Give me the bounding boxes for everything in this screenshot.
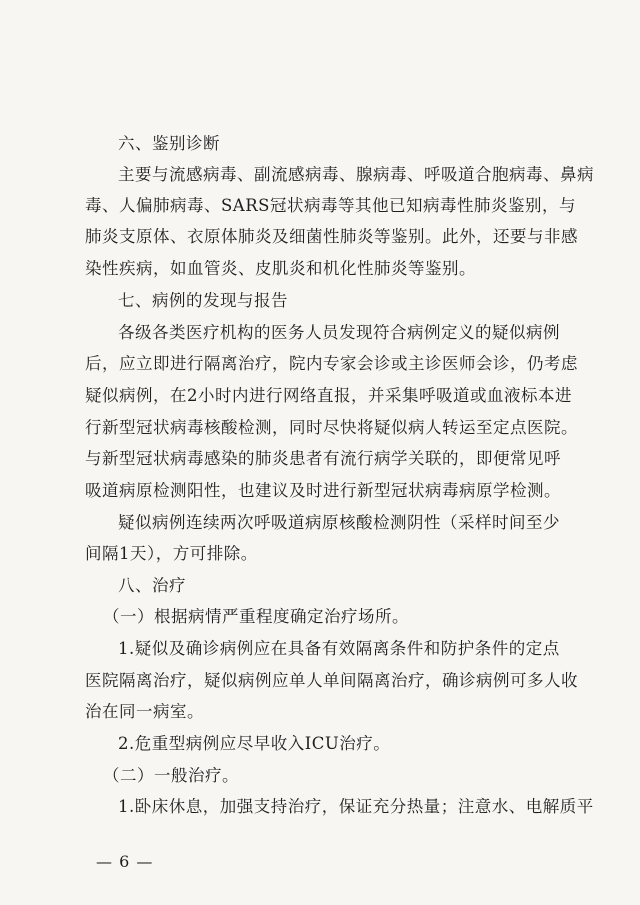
section-heading-treatment: 八、治疗 — [118, 576, 186, 595]
paragraph-line: 2.危重型病例应尽早收入ICU治疗。 — [118, 734, 391, 753]
paragraph-line: 各级各类医疗机构的医务人员发现符合病例定义的疑似病例 — [118, 323, 560, 342]
paragraph-line: 1.卧床休息，加强支持治疗，保证充分热量；注意水、电解质平 — [118, 797, 594, 816]
paragraph-line: 主要与流感病毒、副流感病毒、腺病毒、呼吸道合胞病毒、鼻病 — [118, 165, 594, 184]
paragraph-line: 毒、人偏肺病毒、SARS冠状病毒等其他已知病毒性肺炎鉴别，与 — [85, 196, 576, 215]
section-heading-differential-diagnosis: 六、鉴别诊断 — [118, 134, 220, 153]
paragraph-line: 肺炎支原体、衣原体肺炎及细菌性肺炎等鉴别。此外，还要与非感 — [85, 227, 578, 246]
paragraph-line: 染性疾病，如血管炎、皮肌炎和机化性肺炎等鉴别。 — [85, 259, 476, 278]
paragraph-line: 吸道病原检测阳性，也建议及时进行新型冠状病毒病原学检测。 — [85, 481, 561, 500]
paragraph-line: （一）根据病情严重程度确定治疗场所。 — [103, 607, 409, 626]
paragraph-line: 疑似病例，在2小时内进行网络直报，并采集呼吸道或血液标本进 — [85, 386, 572, 405]
paragraph-line: 医院隔离治疗，疑似病例应单人单间隔离治疗，确诊病例可多人收 — [85, 671, 578, 690]
page-number: — 6 — — [96, 852, 154, 871]
paragraph-line: 1.疑似及确诊病例应在具备有效隔离条件和防护条件的定点 — [118, 639, 560, 658]
paragraph-line: 与新型冠状病毒感染的肺炎患者有流行病学关联的，即便常见呼 — [85, 449, 561, 468]
paragraph-line: 行新型冠状病毒核酸检测，同时尽快将疑似病人转运至定点医院。 — [85, 418, 578, 437]
paragraph-line: （二）一般治疗。 — [103, 766, 239, 785]
paragraph-line: 治在同一病室。 — [85, 702, 204, 721]
paragraph-line: 疑似病例连续两次呼吸道病原核酸检测阴性（采样时间至少 — [118, 513, 560, 532]
paragraph-line: 后，应立即进行隔离治疗，院内专家会诊或主诊医师会诊，仍考虑 — [85, 354, 578, 373]
paragraph-line: 间隔1天），方可排除。 — [85, 544, 258, 563]
section-heading-case-reporting: 七、病例的发现与报告 — [118, 291, 288, 310]
